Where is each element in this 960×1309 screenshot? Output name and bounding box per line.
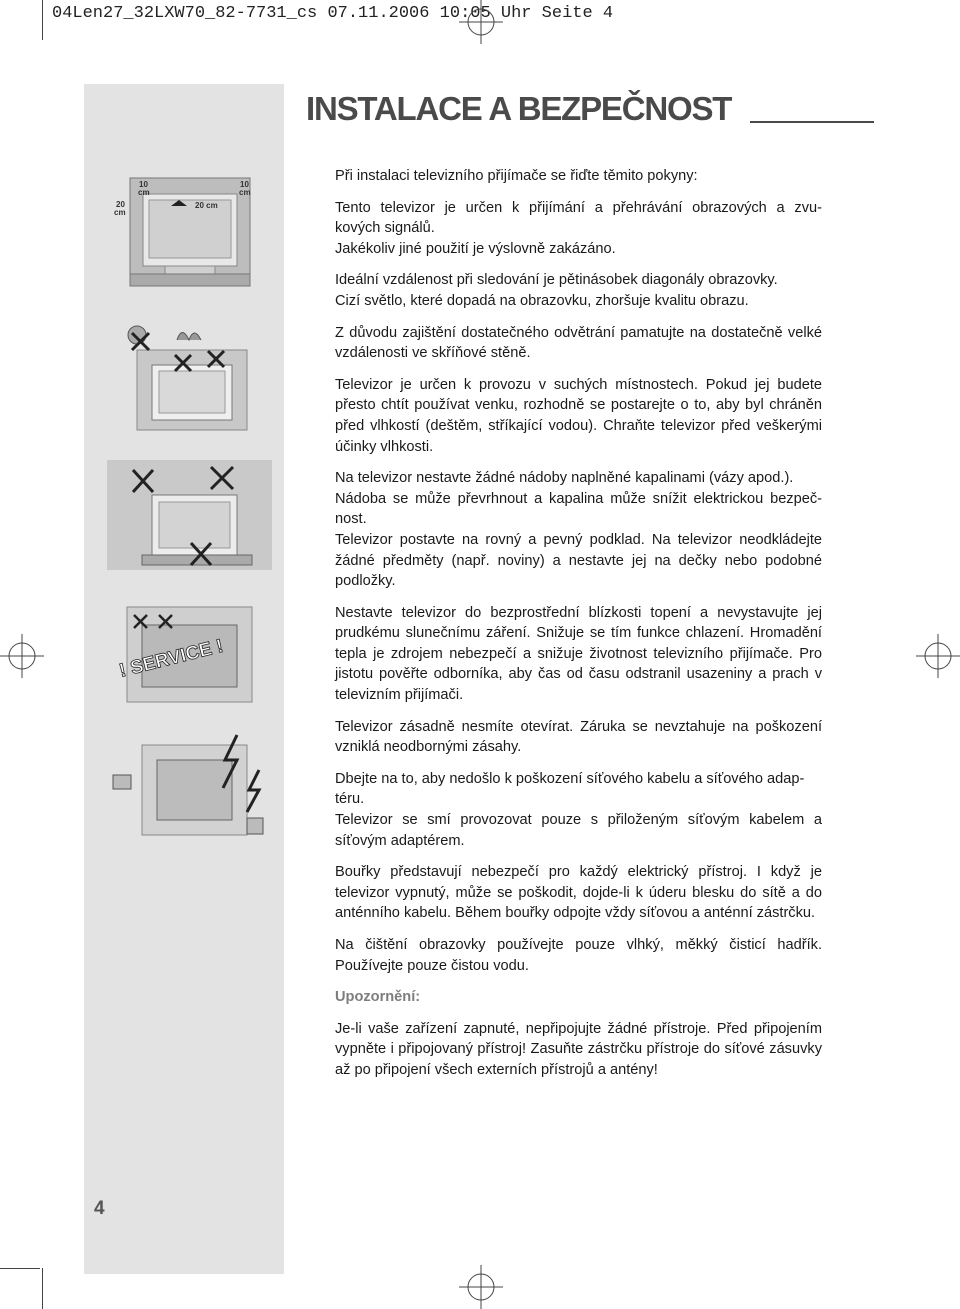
registration-mark-left [0,634,44,678]
warning-heading: Upozornění: [335,989,421,1006]
ventilation-paragraph: Z důvodu zajištění dostatečného odvětrání pamatujte na dostatečně velké vzdálenosti ve skříňové stěně. [335,324,822,362]
registration-mark-top [459,0,503,44]
cleaning-paragraph: Na čištění obrazovky používejte pouze vlhký, měkký čisticí hadřík. Používejte pouze čistou vodu. [335,937,822,974]
cable-paragraph: Dbejte na to, aby nedošlo k poškození síťového kabelu a síťového adap- téru. [335,770,805,808]
svg-text:cm: cm [239,188,251,197]
service-illustration [107,597,272,707]
liquids-paragraph: Na televizor nestavte žádné nádoby naplněné kapalinami (vázy apod.). Nádoba se může převrhnout a kapalina může snížit elektrickou bezpeč- nost. [335,470,822,528]
adapter-paragraph: Televizor se smí provozovat pouze s přiloženým síťovým kabelem a síťovým adaptérem. [335,812,822,849]
spacing-label-top-left: 10 [139,180,148,189]
svg-text:cm: cm [114,208,126,217]
opening-paragraph: Televizor zásadně nesmíte otevírat. Záruka se nevztahuje na poškození vzniklá neodbornými zásahy. [335,718,822,756]
tv-shelf-illustration [107,455,272,580]
title-rule [750,121,874,123]
placement-paragraph: Televizor postavte na rovný a pevný podklad. Na televizor neodkládejte žádné předměty (např. noviny) a nestavte jej na dečky nebo podobné podložky. [335,531,822,590]
spacing-label-bottom: 20 cm [195,201,218,210]
spacing-label-side: 20 [116,200,125,209]
service-label: ! SERVICE ! [117,635,226,682]
lightning-illustration [107,730,272,850]
page-title: INSTALACE A BEZPEČNOST [306,90,732,127]
usage-paragraph: Tento televizor je určen k přijímání a přehrávání obrazových a zvu- kových signálů. Jakékoliv jiné použití je výslovně zakázáno. [335,199,822,257]
spacing-label-top-right: 10 [240,180,249,189]
intro-paragraph: Při instalaci televizního přijímače se řiďte těmito pokyny: [335,168,698,184]
storm-paragraph: Bouřky představují nebezpečí pro každý elektrický přístroj. I když je televizor vypnutý, může se poškodit, dojde-li k úderu blesku do sítě a do anténního kabelu. Během bouřky odpojte vždy síťovou a anténní zástrčku. [335,864,822,922]
registration-mark-bottom [459,1265,503,1309]
tv-niche-illustration [107,315,272,440]
heat-paragraph: Nestavte televizor do bezprostřední blízkosti topení a nevystavujte jej prudkému slunečnímu záření. Snižuje se tím funkce chlazení. Hromadění tepla je zdrojem nebezpečí a snižuje životnost televizního přijímače. Pro jistotu pověřte odborníka, aby čas od času odstranil usazeniny a prach v televizním přijímači. [335,604,822,704]
svg-text:cm: cm [138,188,150,197]
viewing-distance-paragraph: Ideální vzdálenost při sledování je pětinásobek diagonály obrazovky. Cizí světlo, které dopadá na obrazovku, zhoršuje kvalitu obrazu. [335,272,778,309]
main-content [335,166,822,1092]
registration-mark-right [916,634,960,678]
page-number: 4 [94,1198,105,1219]
tv-spacing-illustration [107,172,272,297]
moisture-paragraph: Televizor je určen k provozu v suchých místnostech. Pokud jej budete přesto chtít používat venku, rozhodně se postarejte o to, aby byl chráněn před vlhkostí (deštěm, stříkající vodou). Chraňte televizor před veškerými účinky vlhkosti. [335,376,822,455]
warning-text: Je-li vaše zařízení zapnuté, nepřipojujte žádné přístroje. Před připojením vypněte i připojovaný přístroj! Zasuňte zástrčku přístroje do síťové zásuvky až po připojení všech externích přístrojů a antény! [335,1020,822,1078]
file-header: 04Len27_32LXW70_82-7731_cs 07.11.2006 10:05 Uhr Seite 4 [52,4,614,23]
